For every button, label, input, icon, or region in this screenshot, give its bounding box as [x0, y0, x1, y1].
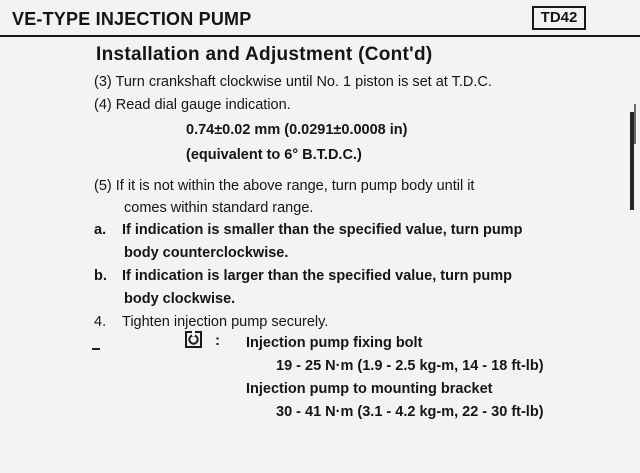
substep-b — [94, 268, 512, 284]
torque-colon: : — [215, 332, 220, 349]
torque-item-1-value: 19 - 25 N·m (1.9 - 2.5 kg-m, 14 - 18 ft-lb) — [276, 358, 544, 374]
step-4 — [94, 97, 291, 113]
spec-value: 0.74±0.02 mm (0.0291±0.0008 in) — [186, 122, 408, 138]
scan-edge-mark-2 — [634, 104, 636, 144]
spec-equivalent: (equivalent to 6° B.T.D.C.) — [186, 147, 362, 163]
substep-a — [94, 222, 522, 238]
step-4b-text: Tighten injection pump securely. — [122, 314, 329, 330]
step-3 — [94, 74, 492, 90]
substep-a-line-1: If indication is smaller than the specified value, turn pump — [122, 222, 523, 238]
substep-b-label: b. — [94, 268, 107, 284]
step-3-number: (3) — [94, 74, 112, 90]
step-3-text: Turn crankshaft clockwise until No. 1 piston is set at T.D.C. — [115, 74, 492, 90]
step-4b-number: 4. — [94, 314, 107, 330]
header-divider — [0, 35, 640, 37]
substep-a-line-2: body counterclockwise. — [124, 245, 289, 261]
model-badge: TD42 — [532, 6, 586, 30]
margin-dash — [92, 348, 100, 350]
substep-b-line-1: If indication is larger than the specified value, turn pump — [122, 268, 512, 284]
step-5-number: (5) — [94, 178, 112, 194]
step-4b — [94, 314, 328, 330]
page-title: VE-TYPE INJECTION PUMP — [12, 9, 252, 29]
substep-b-line-2: body clockwise. — [124, 291, 236, 307]
torque-item-1-label: Injection pump fixing bolt — [246, 335, 423, 351]
step-4-number: (4) — [94, 97, 112, 113]
torque-item-2-label: Injection pump to mounting bracket — [246, 381, 493, 397]
step-5 — [94, 178, 474, 194]
step-4-text: Read dial gauge indication. — [115, 97, 291, 113]
section-title: Installation and Adjustment (Cont'd) — [96, 44, 433, 65]
torque-item-2-value: 30 - 41 N·m (3.1 - 4.2 kg-m, 22 - 30 ft-lb) — [276, 404, 544, 420]
torque-wrench-icon — [185, 331, 202, 348]
step-5-line-2: comes within standard range. — [124, 200, 314, 216]
substep-a-label: a. — [94, 222, 107, 238]
step-5-line-1: If it is not within the above range, turn pump body until it — [115, 178, 475, 194]
